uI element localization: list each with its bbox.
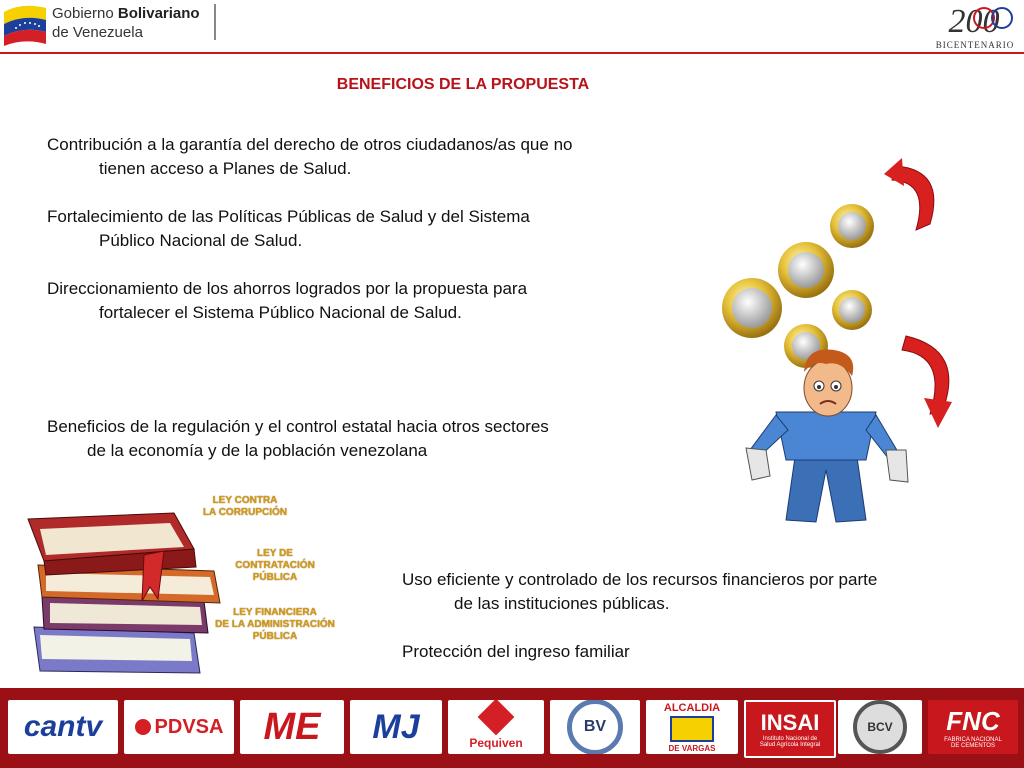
law-line: LA CORRUPCIÓN bbox=[202, 507, 288, 518]
header-rule bbox=[0, 52, 1024, 54]
law-line: LEY FINANCIERA bbox=[233, 607, 317, 618]
benefit-line2: de las instituciones públicas. bbox=[454, 594, 670, 613]
coin-icon bbox=[830, 204, 874, 248]
pequiven-logo bbox=[448, 700, 544, 754]
pdvsa-logo bbox=[124, 700, 234, 754]
benefit-line1: Uso eficiente y controlado de los recursos financieros por parte bbox=[402, 570, 878, 589]
benefit-line1: Direccionamiento de los ahorros logrados por la propuesta para bbox=[47, 279, 528, 298]
fnc-sub2: DE CEMENTOS bbox=[951, 742, 995, 749]
alcaldia-text: ALCALDIA bbox=[663, 701, 721, 714]
fnc-text: FNC bbox=[946, 705, 1000, 736]
benefit-item bbox=[47, 415, 687, 463]
law-label bbox=[190, 495, 300, 519]
government-wordmark bbox=[52, 4, 200, 42]
bicentenario-label: BICENTENARIO bbox=[935, 40, 1015, 50]
law-line: DE LA ADMINISTRACIÓN bbox=[215, 619, 335, 630]
law-line: LEY CONTRA bbox=[212, 495, 278, 506]
law-line: CONTRATACIÓN bbox=[235, 560, 315, 571]
law-line: PÚBLICA bbox=[252, 631, 298, 642]
insai-sub1: Instituto Nacional de bbox=[762, 736, 818, 742]
header bbox=[0, 0, 1024, 56]
benefit-line2: de la economía y de la población venezolana bbox=[87, 441, 428, 460]
insai-logo bbox=[744, 700, 836, 758]
mj-text: MJ bbox=[372, 707, 420, 746]
coin-icon bbox=[832, 290, 872, 330]
venezuela-flag-icon bbox=[2, 2, 48, 46]
benefit-item bbox=[402, 568, 1002, 616]
benefit-item bbox=[47, 133, 687, 181]
coin-icon bbox=[722, 278, 782, 338]
benefit-line1: Fortalecimiento de las Políticas Públicas de Salud y del Sistema bbox=[47, 207, 530, 226]
cantv-text: cantv bbox=[23, 710, 103, 743]
worried-man-icon bbox=[746, 349, 908, 522]
bv-logo bbox=[550, 700, 640, 754]
me-logo bbox=[240, 700, 344, 754]
bcv-logo bbox=[838, 700, 922, 754]
alcaldia-shield-icon bbox=[670, 716, 714, 742]
alcaldia-sub: DE VARGAS bbox=[668, 743, 716, 753]
coin-icon bbox=[778, 242, 834, 298]
benefit-line1: Beneficios de la regulación y el control estatal hacia otros sectores bbox=[47, 417, 549, 436]
pdvsa-sun-icon bbox=[135, 719, 151, 735]
fnc-sub1: FABRICA NACIONAL bbox=[944, 736, 1002, 743]
insai-sub2: Salud Agrícola Integral bbox=[759, 742, 821, 748]
header-divider bbox=[214, 4, 216, 40]
law-label bbox=[200, 607, 350, 643]
pequiven-diamond-icon bbox=[478, 700, 515, 735]
mj-logo bbox=[350, 700, 442, 754]
law-line: LEY DE bbox=[257, 548, 293, 559]
benefit-line2: Público Nacional de Salud. bbox=[99, 231, 303, 250]
cantv-logo bbox=[8, 700, 118, 754]
bicentenario-number: 200 bbox=[948, 3, 1000, 40]
bv-text: BV bbox=[567, 700, 623, 754]
alcaldia-logo bbox=[646, 700, 738, 754]
gov-line2: de Venezuela bbox=[52, 24, 143, 41]
law-line: PÚBLICA bbox=[252, 572, 298, 583]
benefit-line2: tienen acceso a Planes de Salud. bbox=[99, 159, 352, 178]
fnc-logo bbox=[928, 700, 1018, 754]
benefit-line2: fortalecer el Sistema Público Nacional de Salud. bbox=[99, 303, 462, 322]
gov-prefix: Gobierno bbox=[52, 5, 114, 22]
pequiven-text: Pequiven bbox=[469, 736, 523, 750]
pdvsa-text: PDVSA bbox=[154, 715, 224, 738]
gov-bold: Bolivariano bbox=[117, 5, 200, 22]
books-stack-illustration bbox=[24, 505, 224, 683]
benefit-line1: Protección del ingreso familiar bbox=[402, 642, 630, 661]
insai-text: INSAI bbox=[760, 710, 820, 735]
bcv-text: BCV bbox=[853, 700, 907, 754]
coins-and-man-illustration bbox=[716, 150, 966, 530]
me-text: ME bbox=[263, 705, 321, 748]
sponsor-logo-bar bbox=[0, 688, 1024, 768]
benefit-line1: Contribución a la garantía del derecho de otros ciudadanos/as que no bbox=[47, 135, 573, 154]
benefit-item bbox=[47, 205, 687, 253]
benefit-item bbox=[402, 640, 1002, 664]
benefit-item bbox=[47, 277, 687, 325]
slide-title: BENEFICIOS DE LA PROPUESTA bbox=[336, 76, 590, 93]
law-label bbox=[220, 548, 330, 584]
